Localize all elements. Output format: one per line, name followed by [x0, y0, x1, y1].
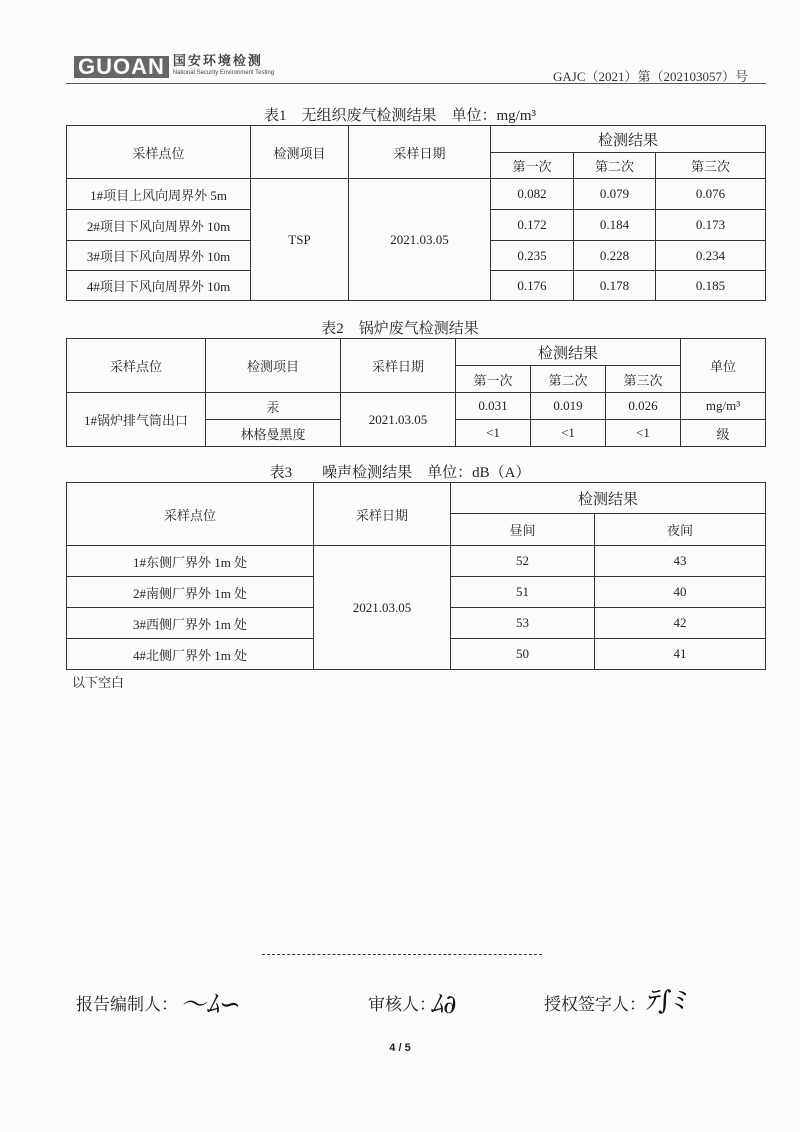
table-row — [67, 393, 766, 420]
cell: 41 — [595, 639, 766, 670]
header-cell: 夜间 — [595, 514, 766, 546]
table3-caption: 表3 噪声检测结果 单位：dB（A） — [269, 465, 531, 481]
header-cell: 检测项目 — [251, 126, 349, 179]
cell: <1 — [606, 420, 681, 447]
reviewer-signature: ﾑ∂ — [430, 990, 457, 1020]
cell: 0.172 — [491, 210, 574, 241]
cell: 2021.03.05 — [341, 393, 456, 447]
table2-caption: 表2 锅炉废气检测结果 — [321, 321, 479, 337]
cell: 4#北侧厂界外 1m 处 — [67, 639, 314, 670]
document-number: GAJC（2021）第（202103057）号 — [552, 69, 748, 84]
signature-divider — [262, 954, 542, 955]
cell: TSP — [251, 179, 349, 301]
compiler-label: 报告编制人： — [76, 995, 178, 1015]
authorizer-label: 授权签字人： — [544, 995, 646, 1015]
header-cell: 检测结果 — [456, 339, 681, 366]
cell: 1#锅炉排气筒出口 — [67, 393, 206, 447]
header-cell: 昼间 — [451, 514, 595, 546]
header-cell: 检测结果 — [451, 483, 766, 514]
cell: 0.185 — [656, 271, 766, 301]
cell: 50 — [451, 639, 595, 670]
table1-caption: 表1 无组织废气检测结果 单位：mg/m³ — [263, 108, 536, 124]
table-row — [67, 179, 766, 210]
cell: 0.082 — [491, 179, 574, 210]
cell: 0.228 — [574, 241, 656, 271]
cell: 0.019 — [531, 393, 606, 420]
header-cell: 第三次 — [656, 153, 766, 179]
cell: 0.173 — [656, 210, 766, 241]
cell: 级 — [681, 420, 766, 447]
table-row — [67, 546, 766, 577]
cell: 3#项目下风向周界外 10m — [67, 241, 251, 271]
table3 — [66, 482, 766, 670]
table1 — [66, 125, 766, 301]
header-cell: 采样日期 — [314, 483, 451, 546]
authorizer-signature: ﾃ∫ﾐ — [645, 986, 685, 1016]
cell: <1 — [531, 420, 606, 447]
cell: 0.031 — [456, 393, 531, 420]
cell: 1#项目上风向周界外 5m — [67, 179, 251, 210]
header-cell: 采样点位 — [67, 126, 251, 179]
cell: <1 — [456, 420, 531, 447]
cell: 0.184 — [574, 210, 656, 241]
header-cell: 第二次 — [574, 153, 656, 179]
cell: 40 — [595, 577, 766, 608]
cell: 2021.03.05 — [314, 546, 451, 670]
logo-mark: GUOAN — [74, 56, 169, 78]
logo-en: National Security Environment Testing — [172, 70, 275, 76]
header-cell: 第一次 — [456, 366, 531, 393]
cell: mg/m³ — [681, 393, 766, 420]
cell: 3#西侧厂界外 1m 处 — [67, 608, 314, 639]
blank-below-note: 以下空白 — [72, 675, 125, 690]
cell: 0.178 — [574, 271, 656, 301]
cell: 2021.03.05 — [349, 179, 491, 301]
header-cell: 检测结果 — [491, 126, 766, 153]
header-divider — [66, 83, 766, 84]
header-cell: 采样日期 — [349, 126, 491, 179]
cell: 0.176 — [491, 271, 574, 301]
cell: 51 — [451, 577, 595, 608]
cell: 52 — [451, 546, 595, 577]
cell: 42 — [595, 608, 766, 639]
cell: 0.235 — [491, 241, 574, 271]
cell: 1#东侧厂界外 1m 处 — [67, 546, 314, 577]
company-logo — [74, 55, 274, 79]
page-number: 4 / 5 — [389, 1042, 411, 1054]
header-cell: 第三次 — [606, 366, 681, 393]
cell: 汞 — [206, 393, 341, 420]
cell: 0.234 — [656, 241, 766, 271]
header-cell: 检测项目 — [206, 339, 341, 393]
cell: 2#南侧厂界外 1m 处 — [67, 577, 314, 608]
cell: 0.026 — [606, 393, 681, 420]
table2 — [66, 338, 766, 447]
header-cell: 采样点位 — [67, 483, 314, 546]
cell: 4#项目下风向周界外 10m — [67, 271, 251, 301]
cell: 0.079 — [574, 179, 656, 210]
header-cell: 第一次 — [491, 153, 574, 179]
reviewer-label: 审核人： — [368, 995, 436, 1015]
cell: 2#项目下风向周界外 10m — [67, 210, 251, 241]
logo-cn: 国安环境检测 — [172, 53, 263, 68]
header-cell: 单位 — [681, 339, 766, 393]
cell: 林格曼黑度 — [206, 420, 341, 447]
cell: 53 — [451, 608, 595, 639]
header-cell: 采样点位 — [67, 339, 206, 393]
header-cell: 采样日期 — [341, 339, 456, 393]
header-cell: 第二次 — [531, 366, 606, 393]
cell: 0.076 — [656, 179, 766, 210]
cell: 43 — [595, 546, 766, 577]
compiler-signature: 〜ﾑ∽ — [180, 990, 241, 1020]
